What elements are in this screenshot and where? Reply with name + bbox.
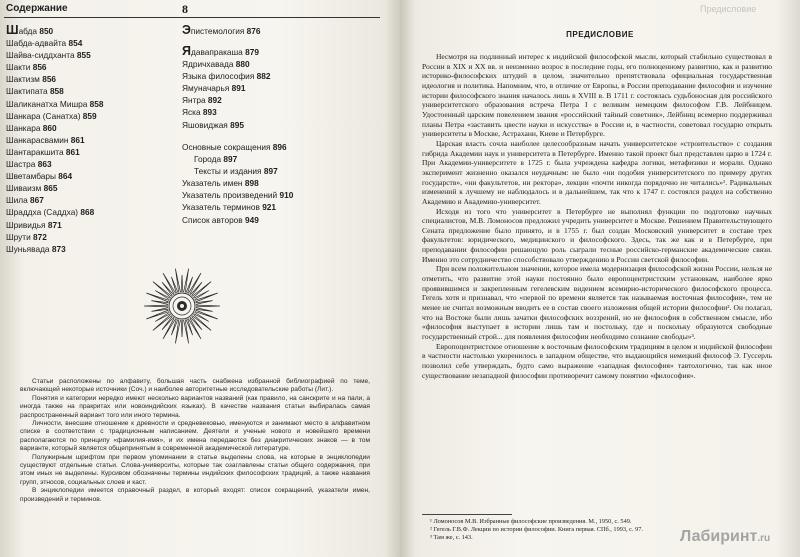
toc-entry-page: 872 bbox=[33, 231, 47, 242]
toc-entry-page: 860 bbox=[42, 122, 57, 133]
toc-column-2-appendix bbox=[182, 141, 293, 226]
toc-entry-page: 856 bbox=[32, 62, 47, 73]
toc-entry-name: Шаликанатха Мишра bbox=[6, 98, 88, 109]
toc-entry-page: 854 bbox=[68, 38, 83, 49]
toc-entry-name: Яска bbox=[182, 107, 201, 118]
watermark-text: Лабиринт bbox=[680, 528, 758, 545]
toc-entry-name: Ядричхавада bbox=[182, 59, 234, 70]
toc-entry-page: 897 bbox=[223, 154, 238, 165]
toc-entry-name: Яшовиджая bbox=[182, 119, 228, 130]
toc-entry bbox=[6, 98, 104, 110]
note-paragraph: В энциклопедии имеется справочный раздел, в который входят: список сокращений, указатели имен, произведений и терминов. bbox=[20, 487, 370, 503]
toc-entry-page: 864 bbox=[58, 171, 73, 182]
preface-paragraph: При всем положительном значении, которое имела модернизация философской жизни России, нельзя не отметить, что развитие этой науки постоянно было европоцентристским установкам, наиболее ярко проявившимся и закрепленным гегелевским видением всемирно-исторического философского процесса. Гегель хотя и признавал, что «первой по времени является так называемая восточная философия», тем не менее не считал возможным вводить ее в состав своего изложения общей истории философии². Он полагал, что на Востоке были лишь зачатки философских воззрений, но не философия в собственном смысле, ибо «философия выступает в истории лишь там и постольку, где и поскольку образуются свободные государственный строй... для появления философии необходимо сознание свободы»³. bbox=[422, 264, 772, 342]
toc-entry bbox=[6, 231, 104, 243]
toc-entry bbox=[6, 110, 104, 122]
note-paragraph: Личности, внесшие отношение к древности и средневековью, именуются и занимают место в алфавитном списке в соответствии с традиционным написанием. Деятели и ученые нового и новейшего времени располагаются по принципу «фамилия-имя», и их имена передаются без диакритических знаков — в том варианте, который является общепринятым в современной академической литературе. bbox=[20, 420, 370, 453]
toc-entry bbox=[6, 61, 104, 73]
toc-entry-page: 873 bbox=[51, 243, 66, 254]
toc-entry-name: Тексты и издания bbox=[194, 166, 262, 177]
toc-entry-page: 876 bbox=[246, 26, 261, 36]
footnote: ³ Там же, с. 143. bbox=[430, 534, 473, 542]
preface-paragraph: Исходя из того что университет в Петербурге не выполнял функции по подготовке научных специалистов, М.В. Ломоносов предложил учредить университет в Москве. Решением Правительствующего Сената предложение было принято, и в 1755 г. был создан Московский университет в составе трех факультетов: юридического, медицинского и философского. Здесь, так же как и в Петербурге, при преподавании философии решающую роль сыграли тесные российско-германские академические связи. Именно это сотрудничество способствовало утверждению в России светской философии. bbox=[422, 206, 772, 264]
toc-entry bbox=[6, 73, 104, 85]
toc-entry-page: 880 bbox=[235, 59, 250, 70]
toc-column-2-e bbox=[182, 24, 261, 37]
toc-entry-name: Ядавапракаша bbox=[182, 44, 243, 58]
toc-entry bbox=[6, 243, 104, 255]
footnote: ² Гегель Г.В.Ф. Лекции по истории философии. Книга первая. СПб., 1993, с. 97. bbox=[430, 526, 643, 534]
toc-entry bbox=[182, 214, 293, 226]
toc-entry bbox=[182, 165, 293, 177]
toc-entry-page: 882 bbox=[256, 71, 271, 82]
toc-entry-page: 871 bbox=[47, 219, 62, 230]
toc-entry-name: Эпистемология bbox=[182, 23, 245, 37]
toc-entry bbox=[6, 24, 104, 37]
show-through-header: Предисловие bbox=[700, 4, 757, 14]
toc-entry-name: Шабда bbox=[6, 23, 38, 37]
toc-entry-name: Шактизм bbox=[6, 74, 40, 85]
toc-entry bbox=[182, 201, 293, 213]
toc-entry bbox=[182, 141, 293, 153]
toc-entry-page: 949 bbox=[245, 214, 259, 225]
toc-entry-name: Основные сокращения bbox=[182, 142, 271, 152]
toc-entry bbox=[182, 153, 293, 165]
toc-entry-page: 895 bbox=[230, 119, 244, 130]
toc-entry-page: 865 bbox=[43, 183, 58, 194]
toc-entry-page: 850 bbox=[39, 26, 54, 36]
toc-entry-page: 891 bbox=[231, 83, 246, 94]
toc-entry-name: Шуньявада bbox=[6, 243, 50, 254]
toc-entry bbox=[6, 194, 104, 206]
toc-entry bbox=[6, 85, 104, 97]
toc-entry-page: 861 bbox=[65, 146, 80, 157]
usage-notes bbox=[20, 378, 370, 504]
preface-body bbox=[422, 52, 772, 380]
toc-entry-page: 910 bbox=[279, 190, 294, 201]
watermark-logo bbox=[680, 528, 770, 546]
toc-entry-page: 921 bbox=[262, 202, 277, 213]
toc-entry-name: Шантаракшита bbox=[6, 146, 64, 157]
toc-entry-page: 863 bbox=[37, 159, 52, 170]
footnote-divider bbox=[422, 514, 512, 515]
toc-entry-name: Города bbox=[194, 154, 222, 165]
toc-entry bbox=[6, 49, 104, 61]
toc-entry bbox=[6, 158, 104, 170]
toc-entry-name: Указатель имен bbox=[182, 178, 243, 189]
toc-entry-name: Список авторов bbox=[182, 214, 243, 225]
toc-entry-page: 898 bbox=[244, 178, 259, 189]
toc-entry-page: 859 bbox=[82, 110, 97, 121]
toc-entry-page: 867 bbox=[30, 195, 44, 206]
toc-entry-page: 892 bbox=[207, 95, 222, 106]
running-header bbox=[4, 2, 380, 18]
preface-paragraph: Несмотря на подлинный интерес к индийской философской мысли, который стабильно существовал в России в XIX и XX вв. и неизменно возрос в последние годы, его полноценному развитию, как и развитию историко-философских штудий в целом, значительно препятствовала официальная государственная идеология и политика. Напомним, что, в отличие от Европы, в России преподавание философии и изучение истории философского знания началось лишь в XVIII в. В 1711 г. состоялась судьбоносная для российского университетского образования встреча Петра I с великим немецким философом Г.В. Лейбницем. Удостоенный царским повелением звания «российский тайный советник», Лейбниц всемерно поддерживал планы Петра «заставить цвести науки и искусства» в России и, в частности, советовал государю открыть университеты в Москве, Астрахани, Киеве и Петербурге. bbox=[422, 52, 772, 139]
toc-column-2-ya bbox=[182, 45, 270, 131]
toc-entry-name: Шветамбары bbox=[6, 171, 56, 182]
preface-paragraph: Царская власть сочла наиболее целесообразным начать университетское «строительство» с создания гибрида Академии наук и университета в Петербурге. Именно такой проект был представлен царю в 1724 г. При Академии-университете в 1725 г. была учреждена кафедра логики, метафизики и морали. Однако эксперимент жизненно оказался неудачным: не было «ни подобия университетского по примеру других государств», «ни факультетов, ни ректора», лекции «почти никогда порядочно не читались»¹. Радикальных изменений к лучшему не наблюдалось и в дальнейшем, так что к 1747 г. состоялся раздел на собственно Академию и Академию-университет. bbox=[422, 138, 772, 206]
toc-entry bbox=[182, 70, 270, 82]
footnote: ¹ Ломоносов М.В. Избранные философские произведения. М., 1950, с. 549. bbox=[430, 518, 632, 525]
toc-entry-page: 855 bbox=[76, 50, 91, 61]
page-title: ПРЕДИСЛОВИЕ bbox=[566, 30, 634, 39]
toc-entry bbox=[182, 177, 293, 189]
toc-entry-page: 856 bbox=[42, 74, 57, 85]
toc-entry bbox=[6, 219, 104, 231]
toc-entry-name: Шраддха (Саддха) bbox=[6, 207, 79, 218]
note-paragraph: Статьи расположены по алфавиту, большая часть снабжена избранной библиографией по теме, включающей некоторые источники (Соч.) и наиболее авторитетные исследовательские работы (Лит.). bbox=[20, 378, 370, 394]
toc-entry-page: 893 bbox=[202, 107, 217, 118]
toc-entry-name: Шривидья bbox=[6, 219, 46, 230]
toc-entry bbox=[182, 189, 293, 201]
toc-entry-name: Шиваизм bbox=[6, 183, 42, 194]
note-paragraph: Полужирным шрифтом при первом упоминании в статье выделены слова, на которые в энциклопедии существуют отдельные статьи. Слова-университы, которые так озаглавлены статьи общего содержания, при этом иных не выделены. Курсивом обозначены термины индийских философских традиций, а также названия групп, этносов, социальных слоев и каст. bbox=[20, 453, 370, 486]
toc-entry-page: 897 bbox=[263, 166, 278, 177]
toc-entry-page: 858 bbox=[89, 98, 104, 109]
toc-entry bbox=[182, 45, 270, 58]
note-paragraph: Понятия и категории нередко имеют несколько вариантов названий (как правило, на санскрите и на пали, а иногда также на пракритах или новоиндийских языках). В качестве названия статьи выбиралась самая распространенный вариант того или иного термина. bbox=[20, 394, 370, 419]
toc-entry bbox=[6, 182, 104, 194]
toc-entry bbox=[6, 122, 104, 134]
toc-entry-page: 879 bbox=[245, 47, 259, 57]
toc-entry-page: 858 bbox=[49, 86, 64, 97]
toc-entry bbox=[182, 106, 270, 118]
toc-entry-name: Шанкара bbox=[6, 122, 41, 133]
toc-entry bbox=[6, 146, 104, 158]
toc-entry bbox=[182, 119, 270, 131]
preface-paragraph: Европоцентристское отношение к восточным философским традициям в целом и индийской философии в частности настолько укоренилось в западном обществе, что выдающийся немецкий философ Э. Гуссерль позволил себе утверждать, будто само выражение «западная философия» тавтологично, так как иное существование незападной философии противоречит самому понятию «философия». bbox=[422, 341, 772, 380]
toc-entry-name: Языка философия bbox=[182, 71, 255, 82]
watermark-suffix: .ru bbox=[757, 533, 771, 544]
right-page bbox=[400, 0, 800, 557]
toc-entry-name: Шактипата bbox=[6, 86, 48, 97]
toc-entry-page: 868 bbox=[80, 207, 95, 218]
toc-entry-name: Шастра bbox=[6, 159, 36, 170]
toc-entry-name: Шайва-сиддханта bbox=[6, 50, 75, 61]
toc-entry-name: Шабда-адвайта bbox=[6, 38, 67, 49]
toc-entry-name: Указатель произведений bbox=[182, 190, 278, 201]
toc-entry-page: 861 bbox=[70, 134, 85, 145]
toc-column-1 bbox=[6, 24, 104, 255]
toc-entry bbox=[182, 58, 270, 70]
toc-entry bbox=[182, 82, 270, 94]
toc-entry-name: Шанкара (Санатха) bbox=[6, 110, 81, 121]
page-number: 8 bbox=[182, 2, 188, 16]
toc-entry-name: Указатель терминов bbox=[182, 202, 260, 213]
toc-entry-name: Шила bbox=[6, 195, 28, 206]
toc-entry-name: Шакти bbox=[6, 62, 31, 73]
toc-entry-name: Ямуначарья bbox=[182, 83, 230, 94]
toc-entry bbox=[182, 94, 270, 106]
sun-ornament-icon bbox=[142, 266, 222, 346]
header-title: Содержание bbox=[6, 3, 68, 14]
toc-entry-page: 896 bbox=[272, 142, 287, 152]
toc-entry bbox=[6, 134, 104, 146]
toc-entry bbox=[6, 170, 104, 182]
toc-entry-name: Шрути bbox=[6, 231, 31, 242]
toc-entry bbox=[6, 206, 104, 218]
toc-entry-name: Шанкарасвамин bbox=[6, 134, 69, 145]
toc-entry-name: Янтра bbox=[182, 95, 206, 106]
toc-entry bbox=[182, 24, 261, 37]
toc-entry bbox=[6, 37, 104, 49]
